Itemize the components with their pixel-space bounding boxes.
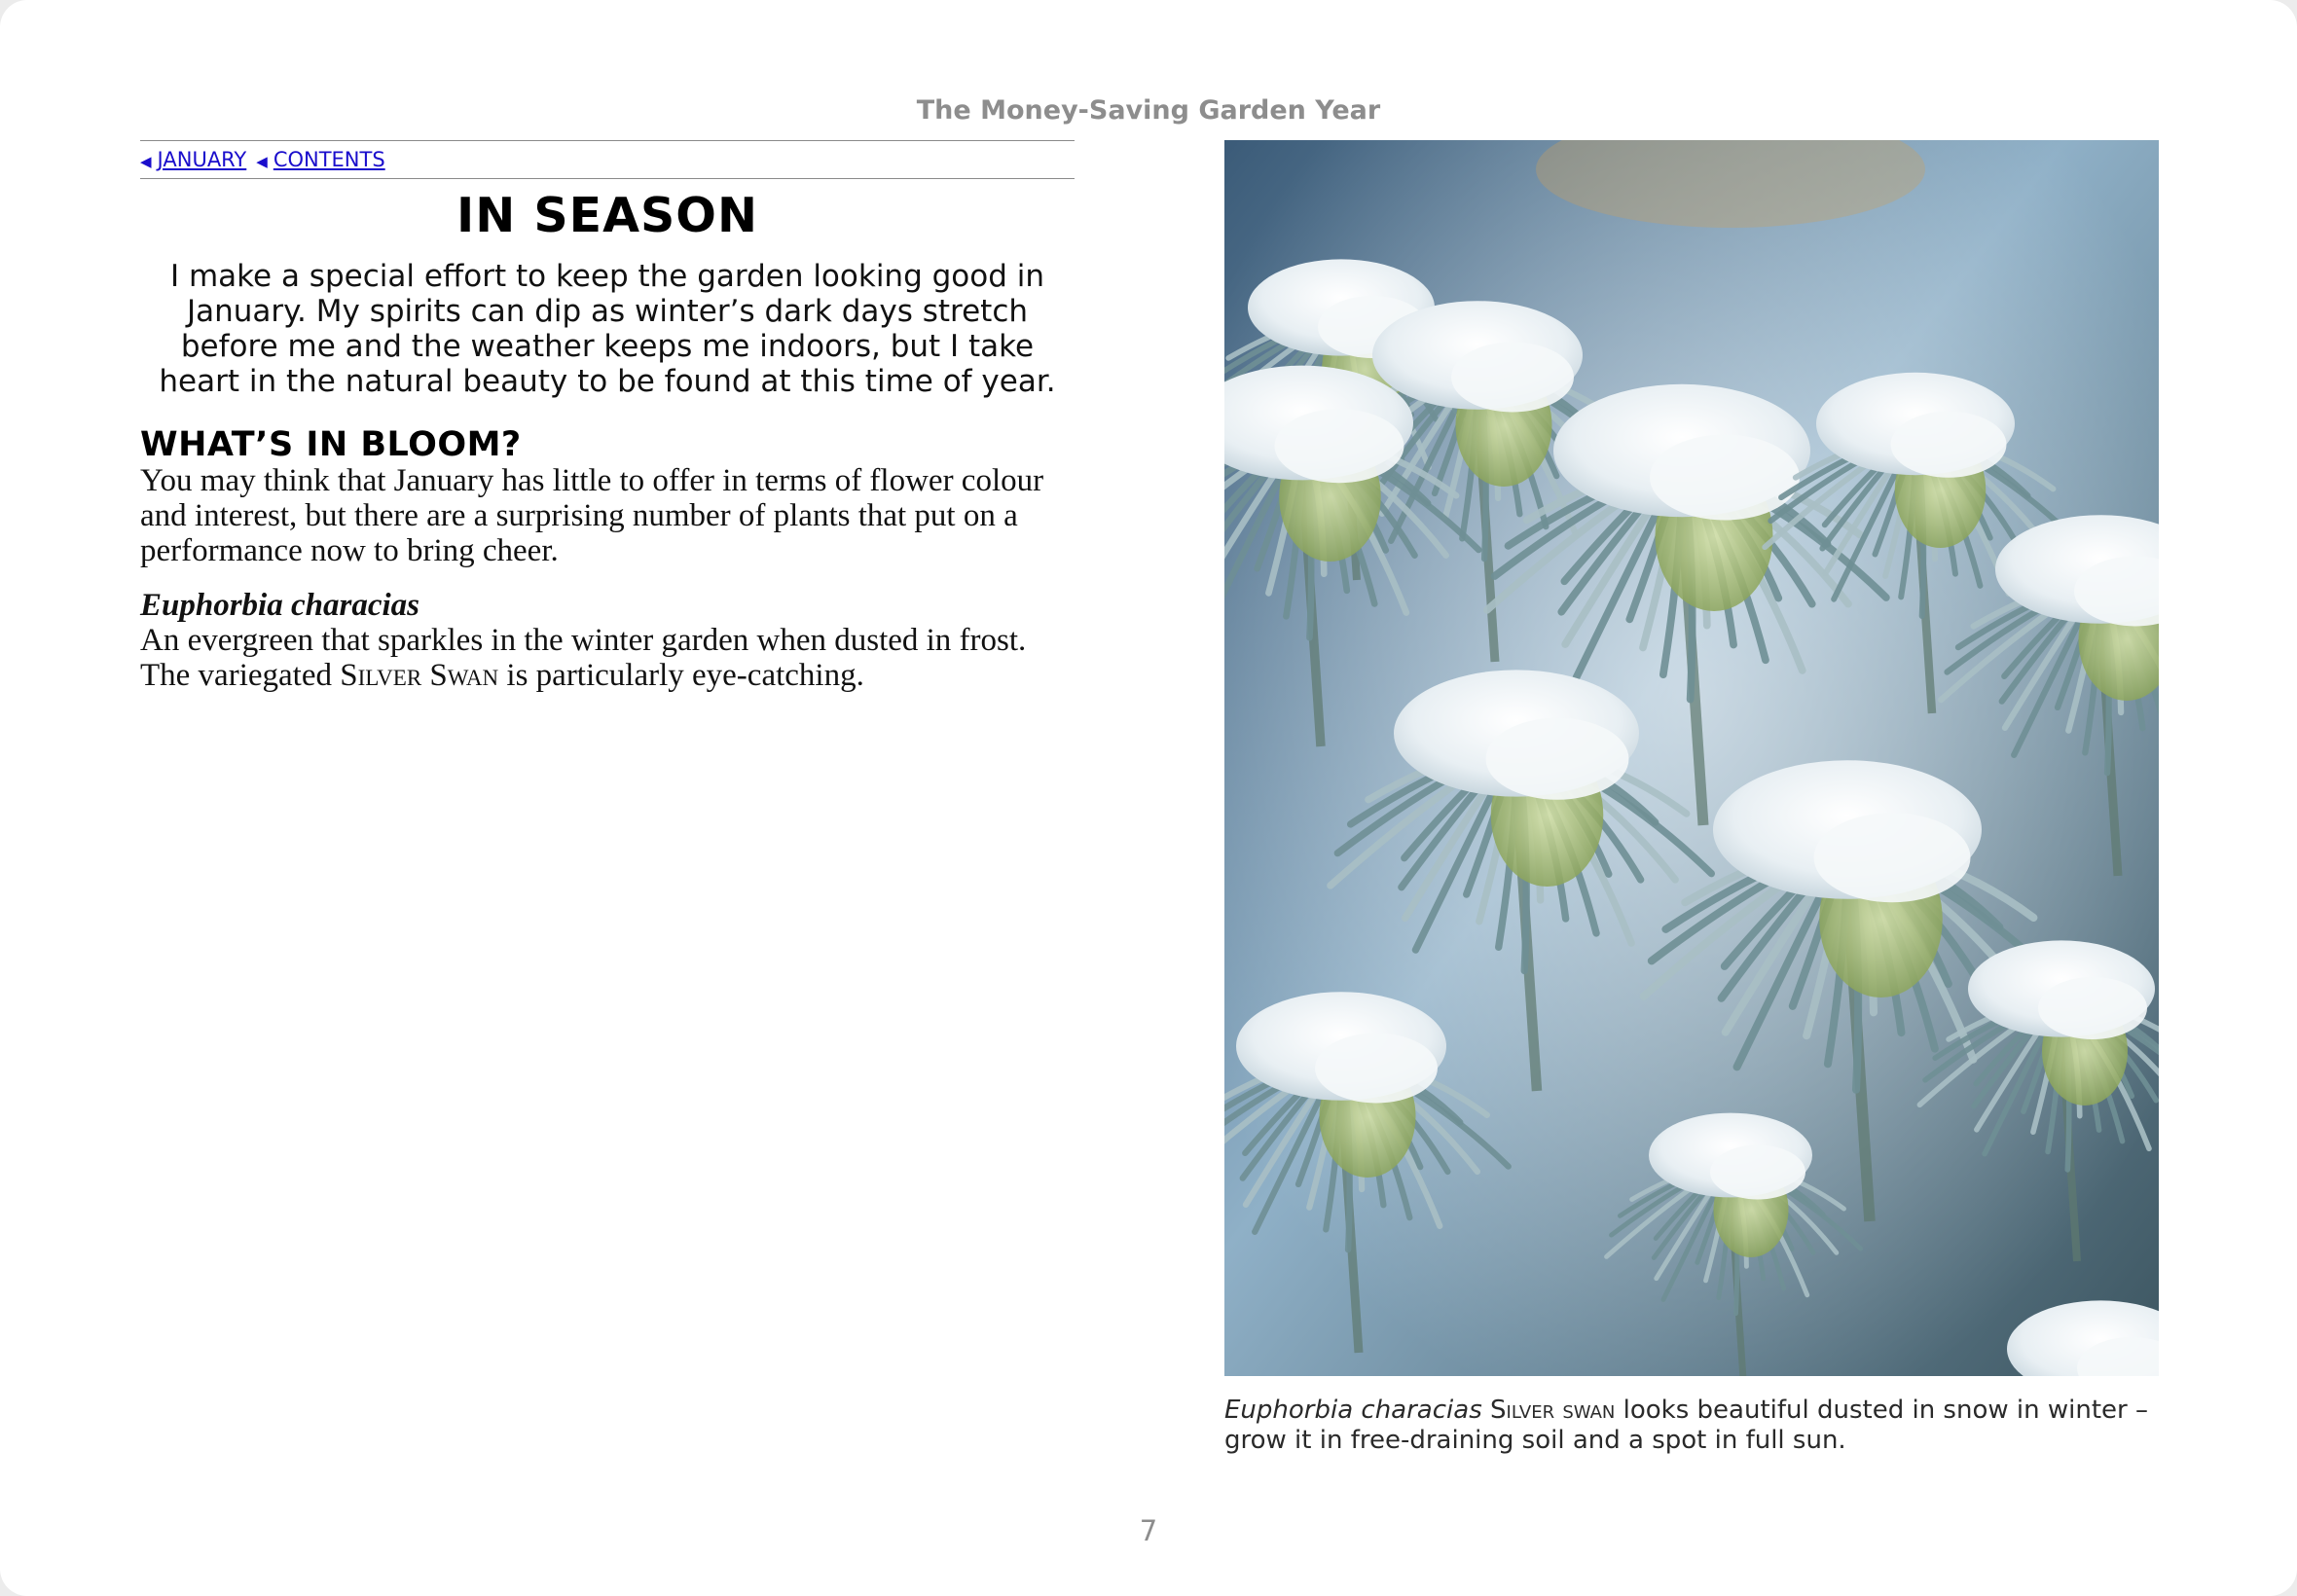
back-arrow-icon: ◀ bbox=[256, 153, 268, 170]
page-number: 7 bbox=[1139, 1514, 1158, 1547]
cultivar-name: Silver Swan bbox=[340, 658, 499, 693]
running-title: The Money-Saving Garden Year bbox=[916, 95, 1381, 126]
plant-description-start: An evergreen that sparkles in the winter garden when dusted in frost. The variegated bbox=[140, 623, 1027, 693]
photo-caption bbox=[1224, 1396, 2159, 1456]
section-subheading: WHAT’S IN BLOOM? bbox=[140, 425, 522, 464]
january-link[interactable]: JANUARY bbox=[157, 148, 247, 171]
caption-text: looks beautiful dusted in snow in winter – grow it in free-draining soil and a spot in full sun. bbox=[1224, 1396, 2148, 1455]
bloom-paragraph: You may think that January has little to offer in terms of flower colour and interest, but there are a surprising number of plants that put on a performance now to bring cheer. bbox=[140, 463, 1044, 568]
caption-species: Euphorbia characias bbox=[1224, 1396, 1482, 1425]
plant-description-end: is particularly eye-catching. bbox=[498, 658, 864, 693]
plant-name: Euphorbia characias bbox=[140, 588, 419, 623]
caption-cultivar: Silver swan bbox=[1490, 1396, 1616, 1425]
euphorbia-photo bbox=[1224, 140, 2159, 1376]
left-column bbox=[140, 140, 1075, 693]
contents-link[interactable]: CONTENTS bbox=[273, 148, 385, 171]
breadcrumb bbox=[140, 140, 1075, 179]
plant-description bbox=[140, 623, 1075, 693]
page-title: IN SEASON bbox=[456, 188, 758, 243]
intro-paragraph: I make a special effort to keep the garden looking good in January. My spirits can dip as winter’s dark days stretch before me and the weather keeps me indoors, but I take heart in the natural beauty to be found at this time of year. bbox=[159, 259, 1056, 399]
frosted-euphorbia-image bbox=[1224, 140, 2159, 1376]
back-arrow-icon: ◀ bbox=[140, 153, 152, 170]
